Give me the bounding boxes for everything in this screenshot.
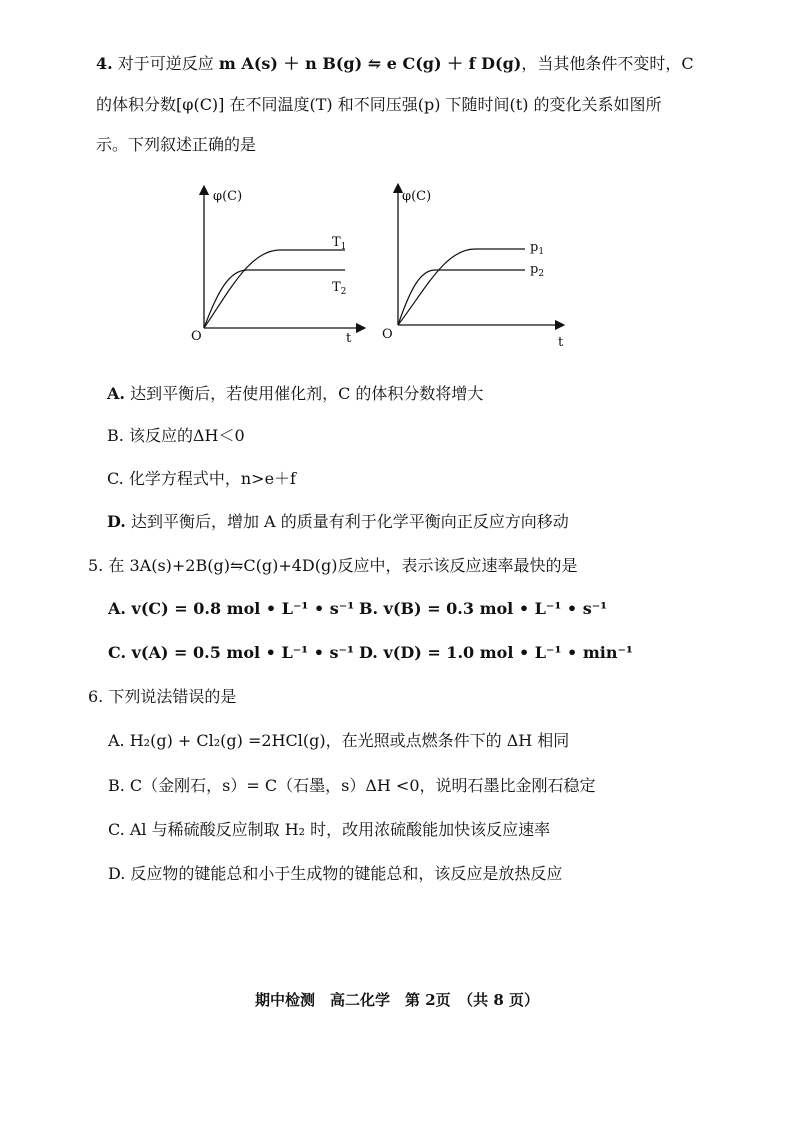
graph2-p1-sub: 1 bbox=[538, 247, 545, 257]
q5-number: 5. bbox=[88, 556, 104, 575]
graph1-curve-t1 bbox=[204, 250, 345, 328]
graph1-xlabel: t bbox=[346, 331, 352, 346]
q6-option-a: A. H₂(g) + Cl₂(g) =2HCl(g)，在光照或点燃条件下的 ΔH 相同 bbox=[108, 731, 570, 750]
q4-option-c-text: 化学方程式中，n>e＋f bbox=[128, 469, 296, 488]
q6-stem bbox=[88, 686, 236, 708]
graph2-curve-p1 bbox=[398, 249, 525, 325]
q5-option-a: A. v(C) = 0.8 mol • L⁻¹ • s⁻¹ bbox=[108, 599, 355, 618]
q6-number: 6. bbox=[88, 687, 104, 706]
q4-line-1 bbox=[96, 53, 694, 75]
q4-option-d-text: 达到平衡后，增加 A 的质量有利于化学平衡向正反应方向移动 bbox=[130, 512, 569, 531]
q4-equation: m A(s) ＋ n B(g) ⇋ e C(g) ＋ f D(g) bbox=[218, 54, 522, 73]
graph1-curve-t2 bbox=[204, 270, 345, 328]
q6-option-b: B. C（金刚石，s）= C（石墨，s）ΔH <0，说明石墨比金刚石稳定 bbox=[108, 776, 596, 795]
q5-stem-post: 反应中，表示该反应速率最快的是 bbox=[337, 556, 578, 575]
q5-stem-pre: 在 bbox=[108, 556, 125, 575]
q4-option-b-label: B. bbox=[107, 426, 124, 445]
q4-option-a bbox=[107, 383, 483, 405]
graph1-origin: O bbox=[191, 329, 202, 344]
q4-number: 4. bbox=[96, 54, 113, 73]
q4-option-b bbox=[107, 425, 245, 447]
q4-intro: 对于可逆反应 bbox=[117, 54, 214, 73]
graph1-t1-sub: 1 bbox=[340, 242, 347, 252]
q4-option-d-label: D. bbox=[107, 512, 126, 531]
q4-option-d bbox=[107, 511, 569, 533]
q5-stem bbox=[88, 555, 578, 577]
q5-option-c: C. v(A) = 0.5 mol • L⁻¹ • s⁻¹ bbox=[108, 643, 354, 662]
graph-pressure bbox=[380, 180, 575, 350]
q6-option-d: D. 反应物的键能总和小于生成物的键能总和，该反应是放热反应 bbox=[108, 864, 563, 883]
graph-temperature bbox=[185, 180, 375, 350]
q4-option-a-text: 达到平衡后，若使用催化剂，C 的体积分数将增大 bbox=[130, 384, 484, 403]
page-footer: 期中检测 高二化学 第 2页 （共 8 页） bbox=[254, 991, 540, 1009]
graph1-t2-sub: 2 bbox=[340, 287, 347, 297]
q5-equation: 3A(s)+2B(g)⇋C(g)+4D(g) bbox=[129, 556, 338, 575]
q5-option-b: B. v(B) = 0.3 mol • L⁻¹ • s⁻¹ bbox=[359, 599, 608, 618]
q5-option-d: D. v(D) = 1.0 mol • L⁻¹ • min⁻¹ bbox=[359, 643, 633, 662]
q4-option-c bbox=[107, 468, 296, 490]
graph2-origin: O bbox=[382, 327, 393, 342]
graph2-label-p2: $p_2$ bbox=[530, 262, 545, 279]
graph1-label-t1: $T_1$ bbox=[332, 235, 347, 252]
q6-option-c: C. Al 与稀硫酸反应制取 H₂ 时，改用浓硫酸能加快该反应速率 bbox=[108, 820, 551, 839]
q4-option-a-label: A. bbox=[107, 384, 125, 403]
graph1-label-t2: $T_2$ bbox=[332, 280, 347, 297]
q6-stem-text: 下列说法错误的是 bbox=[108, 687, 237, 706]
graph2-curve-p2 bbox=[398, 270, 525, 325]
q4-option-c-label: C. bbox=[107, 469, 124, 488]
graph2-ylabel: φ(C) bbox=[402, 189, 432, 204]
q4-line-2: 的体积分数[φ(C)] 在不同温度(T) 和不同压强(p) 下随时间(t) 的变化关系如图所 bbox=[96, 95, 662, 114]
graph1-ylabel: φ(C) bbox=[213, 189, 243, 204]
graph2-label-p1: $p_1$ bbox=[530, 240, 545, 257]
q4-line-3: 示。下列叙述正确的是 bbox=[96, 135, 257, 154]
graph2-p2-sub: 2 bbox=[538, 269, 545, 279]
graph2-xlabel: t bbox=[558, 335, 564, 350]
q4-option-b-text: 该反应的ΔH＜0 bbox=[128, 426, 245, 445]
q4-intro-end: ，当其他条件不变时，C bbox=[521, 54, 694, 73]
